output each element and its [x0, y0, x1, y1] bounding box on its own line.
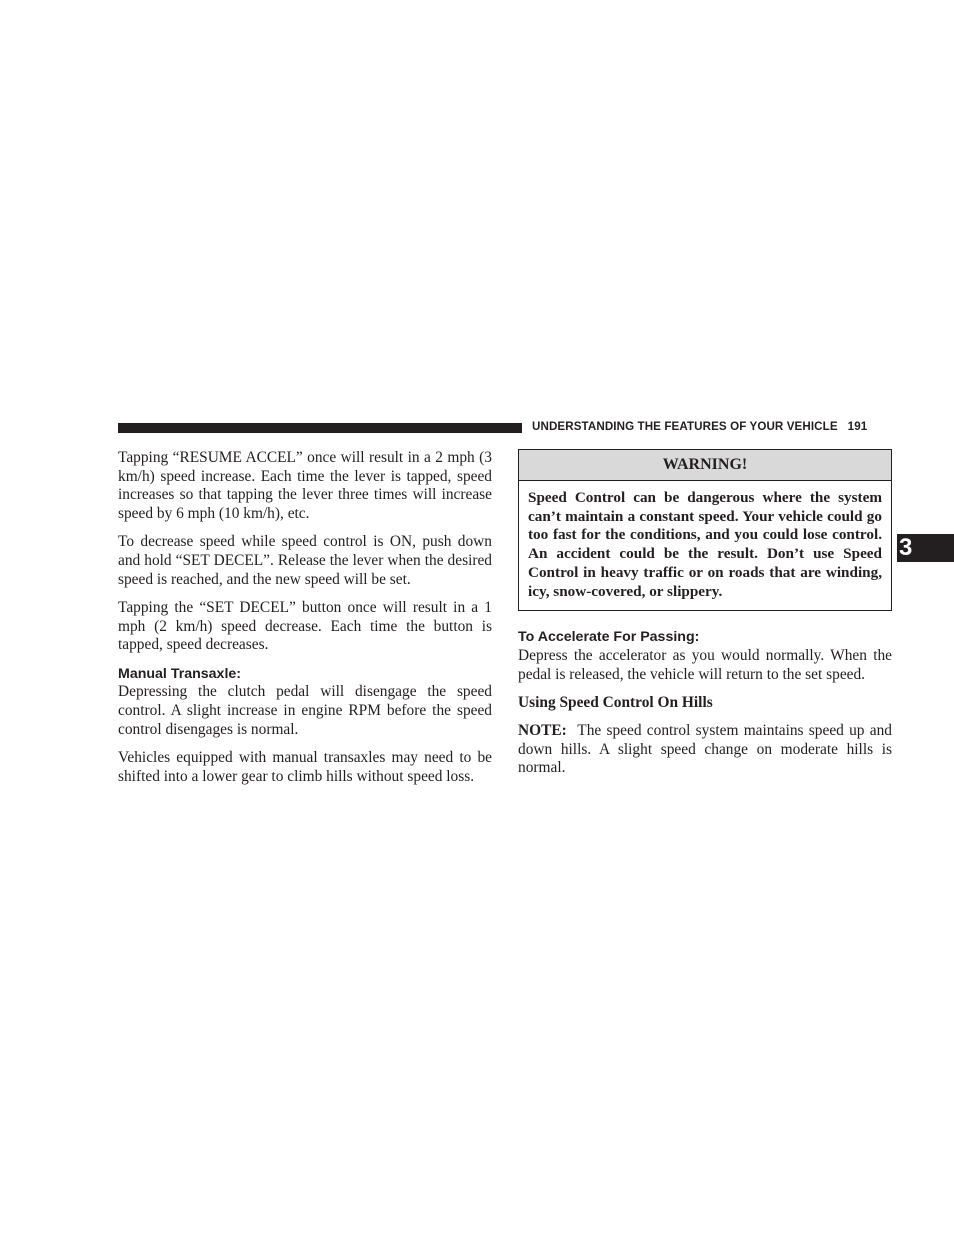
paragraph-clutch-pedal: Depressing the clutch pedal will disengage the speed control. A slight increase in engine RPM before the speed control disengages is normal. [118, 683, 492, 738]
paragraph-set-decel: Tapping the “SET DECEL” button once will result in a 1 mph (2 km/h) speed decrease. Each time the button is tapped, speed decreases. [118, 598, 492, 654]
paragraph-accelerate: Depress the accelerator as you would normally. When the pedal is released, the vehicle will return to the set speed. [518, 646, 892, 683]
heading-accelerate-passing: To Accelerate For Passing: [518, 629, 700, 646]
chapter-tab: 3 [897, 534, 954, 562]
paragraph-lower-gear: Vehicles equipped with manual transaxles may need to be shifted into a lower gear to climb hills without speed loss. [118, 748, 492, 785]
left-column [118, 449, 492, 796]
right-column [518, 449, 892, 788]
note-paragraph [518, 722, 892, 778]
warning-box [518, 449, 892, 611]
note-text: The speed control system maintains speed up and down hills. A slight speed change on moderate hills is normal. [518, 722, 892, 777]
paragraph-resume-accel: Tapping “RESUME ACCEL” once will result in a 2 mph (3 km/h) speed increase. Each time the lever is tapped, speed increases so that tapping the lever three times will increase speed by 6 mph (10 km/h), etc. [118, 449, 492, 523]
heading-speed-control-hills: Using Speed Control On Hills [518, 693, 713, 711]
page-number: 191 [847, 420, 868, 433]
running-header [532, 420, 892, 433]
note-label: NOTE: [518, 722, 567, 740]
header-rule [118, 423, 522, 433]
paragraph-decrease-speed: To decrease speed while speed control is ON, push down and hold “SET DECEL”. Release the lever when the desired speed is reached, and the new speed will be set. [118, 533, 492, 588]
section-title: UNDERSTANDING THE FEATURES OF YOUR VEHICLE [532, 420, 838, 433]
heading-manual-transaxle: Manual Transaxle: [118, 665, 242, 682]
warning-text: Speed Control can be dangerous where the system can’t maintain a constant speed. Your vehicle could go too fast for the conditions, and you could lose control. An accident could be the result. Don’t use Speed Control in heavy traffic or on roads that are winding, icy, snow-covered, or slippery. [528, 489, 882, 600]
warning-title: WARNING! [519, 450, 891, 481]
